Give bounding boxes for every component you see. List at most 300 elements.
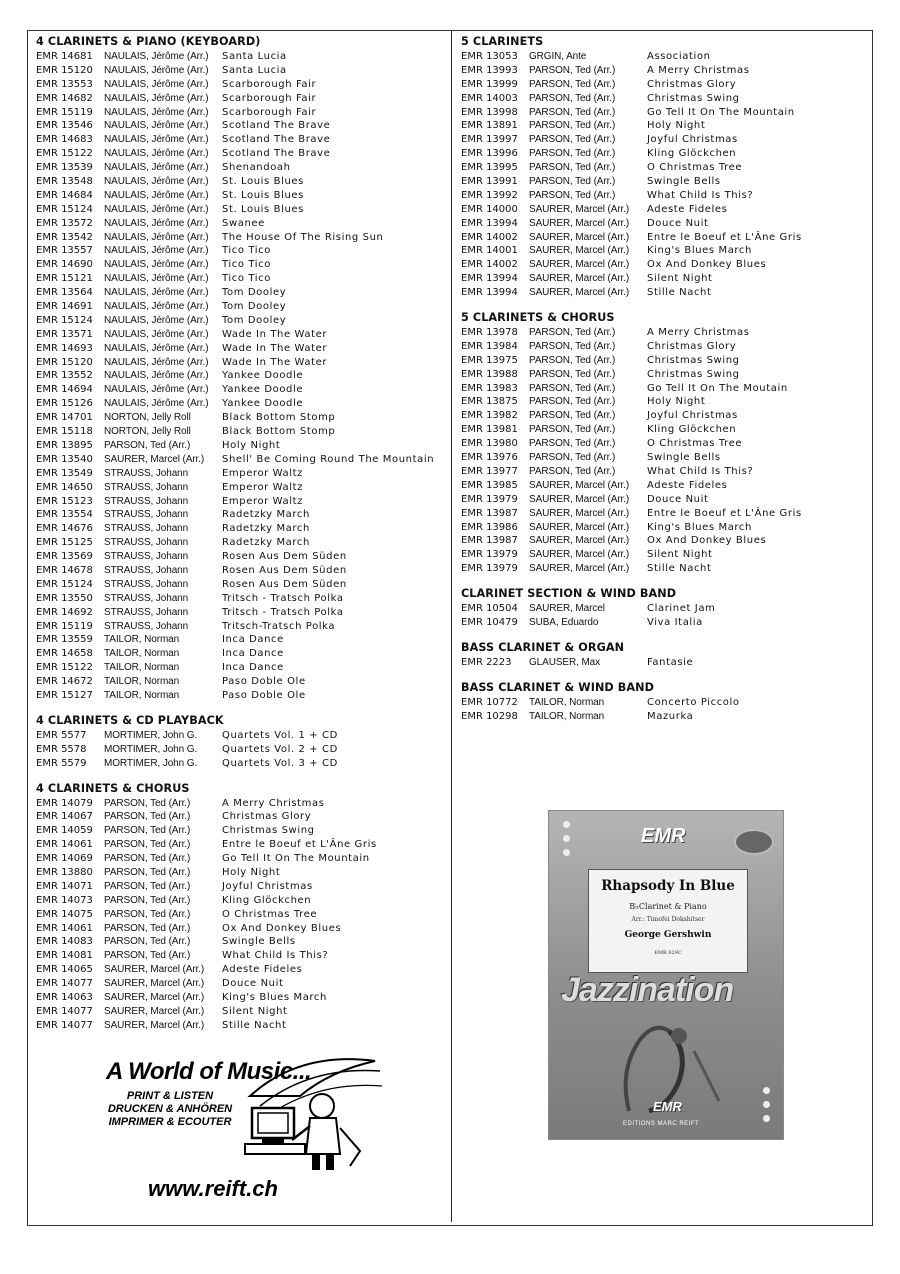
catalog-row — [36, 564, 446, 578]
composer-name: NAULAIS, Jérôme (Arr.) — [104, 176, 209, 188]
piece-title: Kling Glöckchen — [647, 148, 737, 160]
catalog-number: EMR 13546 — [36, 120, 93, 132]
composer-name: PARSON, Ted (Arr.) — [529, 368, 616, 380]
composer-name: NAULAIS, Jérôme (Arr.) — [104, 328, 209, 340]
catalog-number: EMR 14003 — [461, 92, 518, 104]
catalog-row — [36, 810, 446, 824]
composer-name: NAULAIS, Jérôme (Arr.) — [104, 217, 209, 229]
catalog-row — [461, 119, 861, 133]
section-title: BASS CLARINET & ORGAN — [461, 640, 625, 654]
piece-title: Swingle Bells — [222, 936, 296, 948]
catalog-number: EMR 14683 — [36, 134, 93, 146]
composer-name: STRAUSS, Johann — [104, 551, 189, 563]
composer-name: PARSON, Ted (Arr.) — [529, 410, 616, 422]
catalog-row — [36, 536, 446, 550]
composer-name: PARSON, Ted (Arr.) — [104, 439, 191, 451]
catalog-row — [36, 106, 446, 120]
catalog-row — [36, 258, 446, 272]
piece-title: Christmas Swing — [647, 368, 740, 380]
catalog-row — [36, 797, 446, 811]
catalog-number: EMR 14073 — [36, 894, 93, 906]
left-column — [36, 34, 446, 1033]
composer-name: NAULAIS, Jérôme (Arr.) — [104, 314, 209, 326]
piece-title: Kling Glöckchen — [647, 424, 737, 436]
catalog-row — [36, 272, 446, 286]
cover-code: EMR 629C — [654, 950, 682, 956]
catalog-row — [36, 949, 446, 963]
composer-name: PARSON, Ted (Arr.) — [104, 922, 191, 934]
composer-name: NAULAIS, Jérôme (Arr.) — [104, 370, 209, 382]
piece-title: Douce Nuit — [647, 217, 709, 229]
catalog-row — [36, 743, 446, 757]
catalog-row — [36, 50, 446, 64]
catalog-number: EMR 14069 — [36, 853, 93, 865]
catalog-number: EMR 13542 — [36, 231, 93, 243]
catalog-row — [36, 314, 446, 328]
section-title: 5 CLARINETS — [461, 35, 544, 48]
cover-dot — [763, 1087, 770, 1094]
piece-title: The House Of The Rising Sun — [222, 231, 384, 243]
catalog-row — [36, 425, 446, 439]
catalog-number: EMR 13994 — [461, 217, 518, 229]
composer-name: TAILOR, Norman — [104, 689, 180, 701]
catalog-number: EMR 13979 — [461, 563, 518, 575]
catalog-number: EMR 14075 — [36, 908, 93, 920]
piece-title: Swingle Bells — [647, 176, 721, 188]
piece-title: Quartets Vol. 1 + CD — [222, 729, 338, 741]
cover-dot — [763, 1115, 770, 1122]
piece-title: Silent Night — [222, 1005, 288, 1017]
catalog-number: EMR 13994 — [461, 273, 518, 285]
piece-title: Go Tell It On The Mountain — [647, 106, 795, 118]
catalog-number: EMR 14691 — [36, 301, 93, 313]
catalog-row — [461, 602, 861, 616]
piece-title: Adeste Fideles — [222, 964, 303, 976]
piece-title: St. Louis Blues — [222, 189, 304, 201]
composer-name: NAULAIS, Jérôme (Arr.) — [104, 203, 209, 215]
catalog-number: EMR 15118 — [36, 426, 93, 438]
composer-name: SAURER, Marcel (Arr.) — [529, 507, 630, 519]
composer-name: PARSON, Ted (Arr.) — [529, 354, 616, 366]
piece-title: Quartets Vol. 2 + CD — [222, 743, 338, 755]
catalog-number: EMR 13998 — [461, 106, 518, 118]
catalog-row — [36, 439, 446, 453]
composer-name: SAURER, Marcel (Arr.) — [529, 231, 630, 243]
piece-title: Santa Lucia — [222, 51, 287, 62]
composer-name: NAULAIS, Jérôme (Arr.) — [104, 106, 209, 118]
catalog-row — [36, 78, 446, 92]
piece-title: A Merry Christmas — [222, 797, 325, 809]
catalog-row — [36, 244, 446, 258]
cover-dot — [563, 835, 570, 842]
composer-name: PARSON, Ted (Arr.) — [529, 176, 616, 188]
composer-name: NAULAIS, Jérôme (Arr.) — [104, 162, 209, 174]
composer-name: PARSON, Ted (Arr.) — [529, 78, 616, 90]
catalog-number: EMR 13571 — [36, 328, 93, 340]
piece-title: King's Blues March — [647, 245, 752, 257]
composer-name: PARSON, Ted (Arr.) — [529, 64, 616, 76]
catalog-row — [36, 606, 446, 620]
catalog-number: EMR 15127 — [36, 689, 93, 701]
composer-name: PARSON, Ted (Arr.) — [529, 120, 616, 132]
composer-name: PARSON, Ted (Arr.) — [104, 894, 191, 906]
piece-title: Black Bottom Stomp — [222, 412, 336, 424]
composer-name: TAILOR, Norman — [104, 648, 180, 660]
composer-name: PARSON, Ted (Arr.) — [529, 340, 616, 352]
catalog-row — [461, 272, 861, 286]
composer-name: NAULAIS, Jérôme (Arr.) — [104, 78, 209, 90]
composer-name: NORTON, Jelly Roll — [104, 426, 191, 438]
composer-name: PARSON, Ted (Arr.) — [529, 148, 616, 160]
piece-title: Yankee Doodle — [222, 384, 304, 396]
section-gap — [461, 576, 861, 586]
catalog-number: EMR 14081 — [36, 950, 93, 962]
piece-title: Ox And Donkey Blues — [647, 259, 767, 271]
composer-name: SAURER, Marcel (Arr.) — [104, 1019, 205, 1031]
composer-name: NAULAIS, Jérôme (Arr.) — [104, 51, 209, 62]
composer-name: STRAUSS, Johann — [104, 620, 189, 632]
catalog-number: EMR 14650 — [36, 481, 93, 493]
catalog-row — [36, 300, 446, 314]
piece-title: Inca Dance — [222, 662, 284, 674]
catalog-row — [36, 689, 446, 703]
piece-title: Concerto Piccolo — [647, 696, 740, 708]
catalog-number: EMR 14002 — [461, 231, 518, 243]
section-gap — [36, 703, 446, 713]
catalog-row — [36, 217, 446, 231]
catalog-row — [461, 340, 861, 354]
piece-title: Silent Night — [647, 549, 713, 561]
piece-title: Joyful Christmas — [647, 410, 738, 422]
catalog-number: EMR 13564 — [36, 287, 93, 299]
catalog-number: EMR 14063 — [36, 992, 93, 1003]
catalog-number: EMR 13875 — [461, 396, 518, 408]
composer-name: TAILOR, Norman — [104, 634, 180, 646]
catalog-row — [461, 64, 861, 78]
catalog-number: EMR 15120 — [36, 64, 93, 76]
catalog-row — [36, 661, 446, 675]
catalog-number: EMR 15126 — [36, 398, 93, 410]
cover-composer: George Gershwin — [624, 930, 712, 940]
piece-title: Shell' Be Coming Round The Mountain — [222, 453, 435, 465]
composer-name: STRAUSS, Johann — [104, 495, 189, 507]
composer-name: PARSON, Ted (Arr.) — [529, 327, 616, 339]
catalog-number: EMR 13880 — [36, 866, 93, 878]
catalog-number: EMR 15124 — [36, 578, 93, 590]
piece-title: Christmas Swing — [647, 92, 740, 104]
composer-name: NAULAIS, Jérôme (Arr.) — [104, 134, 209, 146]
catalog-row — [461, 106, 861, 120]
catalog-row — [461, 92, 861, 106]
cover-dot — [763, 1101, 770, 1108]
piece-title: Rosen Aus Dem Süden — [222, 578, 347, 590]
piece-title: O Christmas Tree — [647, 438, 743, 450]
composer-name: STRAUSS, Johann — [104, 578, 189, 590]
composer-name: STRAUSS, Johann — [104, 481, 189, 493]
piece-title: Viva Italia — [647, 616, 703, 628]
piece-title: Adeste Fideles — [647, 479, 728, 491]
catalog-number: EMR 14077 — [36, 978, 93, 990]
composer-name: NAULAIS, Jérôme (Arr.) — [104, 342, 209, 354]
piece-title: Wade In The Water — [222, 342, 328, 354]
catalog-number: EMR 13984 — [461, 340, 518, 352]
catalog-row — [461, 231, 861, 245]
catalog-number: EMR 13981 — [461, 424, 518, 436]
composer-name: SAURER, Marcel (Arr.) — [529, 479, 630, 491]
piece-title: Joyful Christmas — [222, 880, 313, 892]
catalog-row — [461, 368, 861, 382]
catalog-row — [461, 286, 861, 300]
cover-dot — [563, 821, 570, 828]
catalog-row — [461, 189, 861, 203]
piece-title: Rosen Aus Dem Süden — [222, 564, 347, 576]
catalog-number: EMR 14701 — [36, 412, 93, 424]
piece-title: Yankee Doodle — [222, 370, 304, 382]
catalog-row — [36, 757, 446, 771]
composer-name: SAURER, Marcel (Arr.) — [529, 245, 630, 257]
piece-title: Fantasie — [647, 656, 694, 668]
catalog-row — [461, 493, 861, 507]
composer-name: GLAUSER, Max — [529, 656, 601, 668]
catalog-number: EMR 15125 — [36, 537, 93, 549]
catalog-row — [461, 203, 861, 217]
piece-title: Radetzky March — [222, 509, 310, 521]
composer-name: NAULAIS, Jérôme (Arr.) — [104, 356, 209, 368]
catalog-row — [36, 633, 446, 647]
composer-name: PARSON, Ted (Arr.) — [529, 92, 616, 104]
catalog-row — [461, 479, 861, 493]
catalog-row — [36, 922, 446, 936]
piece-title: Scotland The Brave — [222, 120, 331, 132]
catalog-number: EMR 10504 — [461, 603, 518, 615]
piece-title: A Merry Christmas — [647, 327, 750, 339]
piece-title: Christmas Glory — [647, 78, 737, 90]
composer-name: PARSON, Ted (Arr.) — [104, 853, 191, 865]
section-gap — [461, 630, 861, 640]
catalog-row — [461, 437, 861, 451]
composer-name: TAILOR, Norman — [529, 696, 605, 708]
catalog-number: EMR 15119 — [36, 620, 93, 632]
composer-name: PARSON, Ted (Arr.) — [529, 396, 616, 408]
piece-title: Tom Dooley — [222, 287, 287, 299]
catalog-row — [461, 258, 861, 272]
ad-url[interactable]: www.reift.ch — [148, 1176, 278, 1201]
catalog-number: EMR 15119 — [36, 106, 93, 118]
section-title: 4 CLARINETS & CD PLAYBACK — [36, 713, 224, 727]
composer-name: STRAUSS, Johann — [104, 509, 189, 521]
catalog-number: EMR 14690 — [36, 259, 93, 271]
catalog-row — [461, 133, 861, 147]
catalog-row — [36, 383, 446, 397]
composer-name: NAULAIS, Jérôme (Arr.) — [104, 92, 209, 104]
catalog-number: EMR 15122 — [36, 662, 93, 674]
composer-name: SAURER, Marcel (Arr.) — [529, 203, 630, 215]
catalog-number: EMR 13539 — [36, 162, 93, 174]
catalog-row — [36, 592, 446, 606]
piece-title: Association — [647, 51, 711, 62]
column-divider — [451, 30, 452, 1222]
composer-name: NAULAIS, Jérôme (Arr.) — [104, 64, 209, 76]
piece-title: St. Louis Blues — [222, 203, 304, 215]
piece-title: Scarborough Fair — [222, 78, 317, 90]
composer-name: NAULAIS, Jérôme (Arr.) — [104, 301, 209, 313]
cover-emr-logo-bottom: EMR — [653, 1099, 682, 1114]
catalog-number: EMR 13549 — [36, 467, 93, 479]
catalog-number: EMR 13987 — [461, 507, 518, 519]
catalog-row — [36, 147, 446, 161]
catalog-row — [461, 696, 861, 710]
catalog-number: EMR 14694 — [36, 384, 93, 396]
catalog-row — [36, 550, 446, 564]
catalog-row — [36, 963, 446, 977]
catalog-row — [36, 495, 446, 509]
catalog-row — [36, 508, 446, 522]
catalog-row — [461, 147, 861, 161]
catalog-number: EMR 14002 — [461, 259, 518, 271]
catalog-row — [36, 175, 446, 189]
catalog-row — [461, 78, 861, 92]
catalog-row — [36, 578, 446, 592]
catalog-row — [461, 326, 861, 340]
piece-title: Stille Nacht — [647, 563, 712, 575]
composer-name: NAULAIS, Jérôme (Arr.) — [104, 384, 209, 396]
composer-name: SAURER, Marcel (Arr.) — [104, 978, 205, 990]
composer-name: SAURER, Marcel (Arr.) — [529, 535, 630, 547]
composer-name: STRAUSS, Johann — [104, 537, 189, 549]
catalog-row — [36, 866, 446, 880]
piece-title: Entre le Boeuf et L'Âne Gris — [647, 507, 802, 519]
composer-name: SAURER, Marcel (Arr.) — [104, 453, 205, 465]
composer-name: NAULAIS, Jérôme (Arr.) — [104, 398, 209, 410]
catalog-number: EMR 13980 — [461, 438, 518, 450]
composer-name: MORTIMER, John G. — [104, 729, 198, 741]
catalog-row — [36, 397, 446, 411]
composer-name: TAILOR, Norman — [104, 662, 180, 674]
catalog-number: EMR 14061 — [36, 922, 93, 934]
composer-name: NAULAIS, Jérôme (Arr.) — [104, 231, 209, 243]
piece-title: Santa Lucia — [222, 64, 287, 76]
piece-title: Ox And Donkey Blues — [647, 535, 767, 547]
catalog-row — [461, 616, 861, 630]
piece-title: Go Tell It On The Mountain — [222, 853, 370, 865]
world-of-music-ad — [100, 1056, 385, 1202]
composer-name: PARSON, Ted (Arr.) — [529, 452, 616, 464]
piece-title: Swingle Bells — [647, 452, 721, 464]
cover-arranger: Arr.: Timofei Dokshitser — [631, 916, 705, 923]
piece-title: Ox And Donkey Blues — [222, 922, 342, 934]
piece-title: Swanee — [222, 217, 265, 229]
ad-title: A World of Music... — [106, 1058, 312, 1085]
catalog-row — [461, 534, 861, 548]
composer-name: NAULAIS, Jérôme (Arr.) — [104, 259, 209, 271]
ad-line-print-listen: PRINT & LISTEN — [126, 1090, 214, 1102]
catalog-row — [36, 356, 446, 370]
piece-title: Silent Night — [647, 273, 713, 285]
catalog-number: EMR 14672 — [36, 676, 93, 688]
piece-title: Stille Nacht — [222, 1019, 287, 1031]
composer-name: NAULAIS, Jérôme (Arr.) — [104, 245, 209, 257]
catalog-number: EMR 14059 — [36, 825, 93, 837]
piece-title: Paso Doble Ole — [222, 689, 306, 701]
cover-series-title: Jazzination — [561, 971, 734, 1009]
catalog-row — [36, 894, 446, 908]
cover-subtitle: B♭Clarinet & Piano — [629, 902, 707, 911]
composer-name: SAURER, Marcel (Arr.) — [104, 964, 205, 976]
composer-name: SAURER, Marcel (Arr.) — [529, 493, 630, 505]
catalog-number: EMR 2223 — [461, 656, 512, 668]
composer-name: STRAUSS, Johann — [104, 606, 189, 618]
piece-title: Scarborough Fair — [222, 92, 317, 104]
catalog-row — [461, 451, 861, 465]
catalog-number: EMR 14061 — [36, 839, 93, 851]
composer-name: NAULAIS, Jérôme (Arr.) — [104, 120, 209, 132]
catalog-number: EMR 5579 — [36, 757, 87, 769]
section-title: 4 CLARINETS & CHORUS — [36, 781, 190, 795]
catalog-row — [36, 522, 446, 536]
piece-title: Go Tell It On The Moutain — [647, 382, 788, 394]
piece-title: Radetzky March — [222, 523, 310, 535]
piece-title: Joyful Christmas — [647, 134, 738, 146]
catalog-number: EMR 13985 — [461, 479, 518, 491]
catalog-row — [36, 1019, 446, 1033]
piece-title: Mazurka — [647, 710, 694, 722]
catalog-number: EMR 14684 — [36, 189, 93, 201]
catalog-number: EMR 14000 — [461, 203, 518, 215]
composer-name: NORTON, Jelly Roll — [104, 412, 191, 424]
composer-name: SAURER, Marcel — [529, 603, 605, 615]
catalog-number: EMR 14001 — [461, 245, 518, 257]
section-title: BASS CLARINET & WIND BAND — [461, 680, 655, 694]
catalog-row — [36, 880, 446, 894]
ad-line-imprimer: IMPRIMER & ECOUTER — [108, 1116, 232, 1128]
catalog-number: EMR 13569 — [36, 551, 93, 563]
piece-title: Christmas Glory — [222, 811, 312, 823]
piece-title: King's Blues March — [647, 521, 752, 533]
catalog-number: EMR 14083 — [36, 936, 93, 948]
piece-title: Inca Dance — [222, 634, 284, 646]
catalog-number: EMR 13053 — [461, 51, 518, 62]
piece-title: Emperor Waltz — [222, 481, 303, 493]
piece-title: Wade In The Water — [222, 356, 328, 368]
catalog-number: EMR 14658 — [36, 648, 93, 660]
catalog-number: EMR 5578 — [36, 743, 87, 755]
composer-name: SAURER, Marcel (Arr.) — [529, 563, 630, 575]
composer-name: SAURER, Marcel (Arr.) — [529, 521, 630, 533]
composer-name: SAURER, Marcel (Arr.) — [529, 217, 630, 229]
piece-title: O Christmas Tree — [222, 908, 318, 920]
catalog-number: EMR 13552 — [36, 370, 93, 382]
composer-name: PARSON, Ted (Arr.) — [104, 825, 191, 837]
piece-title: Tico Tico — [222, 259, 271, 271]
composer-name: SAURER, Marcel (Arr.) — [104, 992, 205, 1003]
composer-name: NAULAIS, Jérôme (Arr.) — [104, 287, 209, 299]
section-title: 4 CLARINETS & PIANO (KEYBOARD) — [36, 35, 261, 48]
piece-title: A Merry Christmas — [647, 64, 750, 76]
catalog-number: EMR 13572 — [36, 217, 93, 229]
catalog-number: EMR 14682 — [36, 92, 93, 104]
catalog-row — [36, 64, 446, 78]
piece-title: Entre le Boeuf et L'Âne Gris — [222, 839, 377, 851]
composer-name: SAURER, Marcel (Arr.) — [104, 1005, 205, 1017]
catalog-number: EMR 13993 — [461, 64, 518, 76]
composer-name: PARSON, Ted (Arr.) — [104, 839, 191, 851]
catalog-number: EMR 13554 — [36, 509, 93, 521]
catalog-row — [461, 465, 861, 479]
piece-title: Yankee Doodle — [222, 398, 304, 410]
cover-emr-logo: EMR — [641, 825, 686, 847]
piece-title: Inca Dance — [222, 648, 284, 660]
catalog-row — [461, 175, 861, 189]
